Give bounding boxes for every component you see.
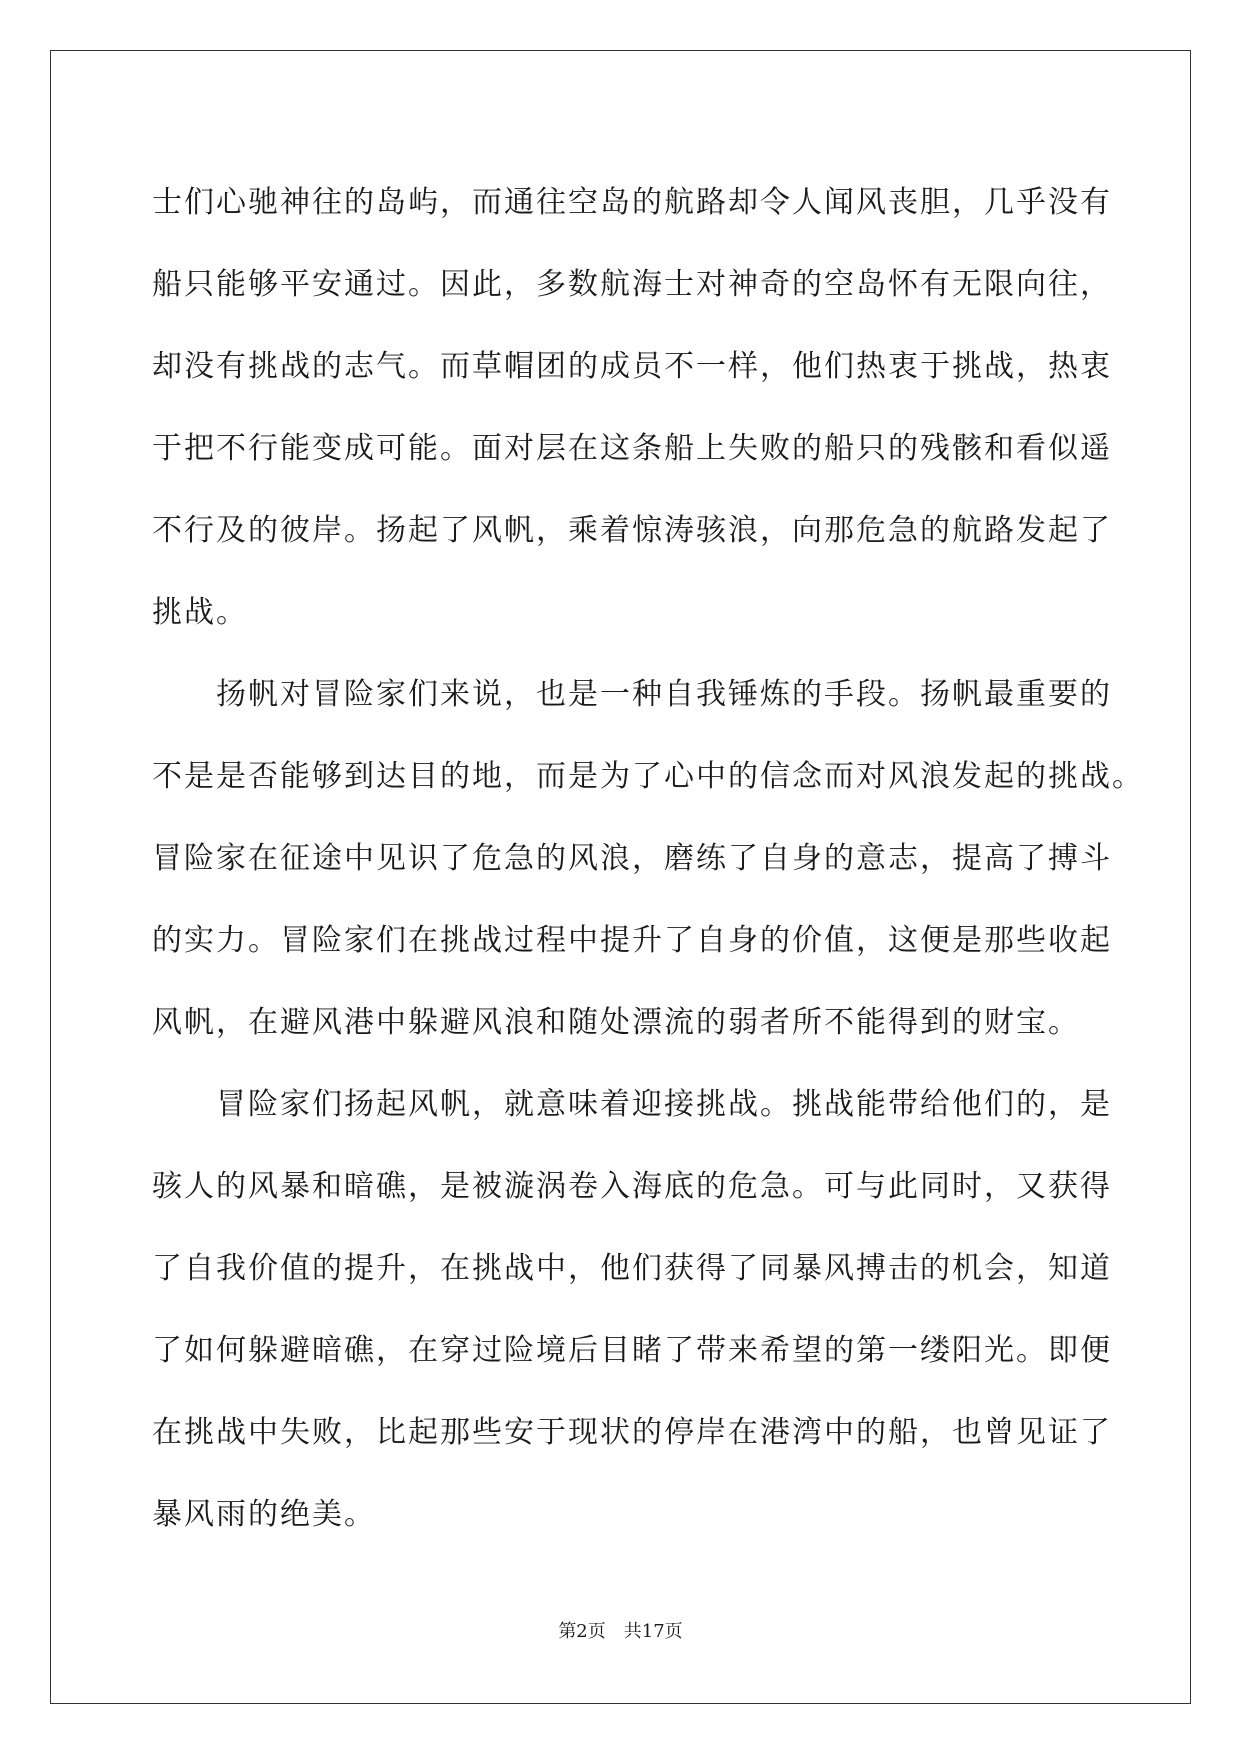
text-line: 挑战。 bbox=[152, 595, 248, 630]
text-line: 冒险家们扬起风帆，就意味着迎接挑战。挑战能带给他们的，是 bbox=[152, 1087, 1112, 1122]
text-line: 却没有挑战的志气。而草帽团的成员不一样，他们热衷于挑战，热衷 bbox=[152, 349, 1112, 384]
paragraph-2 bbox=[152, 654, 1144, 1064]
text-line: 士们心驰神往的岛屿，而通往空岛的航路却令人闻风丧胆，几乎没有 bbox=[152, 185, 1112, 220]
text-line: 了自我价值的提升，在挑战中，他们获得了同暴风搏击的机会，知道 bbox=[152, 1251, 1112, 1286]
document-body bbox=[152, 162, 1144, 1556]
text-line: 的实力。冒险家们在挑战过程中提升了自身的价值，这便是那些收起 bbox=[152, 923, 1112, 958]
text-line: 在挑战中失败，比起那些安于现状的停岸在港湾中的船，也曾见证了 bbox=[152, 1415, 1112, 1450]
text-line: 不行及的彼岸。扬起了风帆，乘着惊涛骇浪，向那危急的航路发起了 bbox=[152, 513, 1112, 548]
page-footer: 第2页 共17页 bbox=[558, 1621, 683, 1642]
text-line: 于把不行能变成可能。面对层在这条船上失败的船只的残骸和看似遥 bbox=[152, 431, 1112, 466]
text-line: 船只能够平安通过。因此，多数航海士对神奇的空岛怀有无限向往， bbox=[152, 267, 1112, 302]
text-line: 不是是否能够到达目的地，而是为了心中的信念而对风浪发起的挑战。 bbox=[152, 759, 1144, 794]
paragraph-1 bbox=[152, 162, 1112, 654]
text-line: 骇人的风暴和暗礁，是被漩涡卷入海底的危急。可与此同时，又获得 bbox=[152, 1169, 1112, 1204]
text-line: 暴风雨的绝美。 bbox=[152, 1497, 376, 1532]
text-line: 了如何躲避暗礁，在穿过险境后目睹了带来希望的第一缕阳光。即便 bbox=[152, 1333, 1112, 1368]
text-line: 风帆，在避风港中躲避风浪和随处漂流的弱者所不能得到的财宝。 bbox=[152, 1005, 1080, 1040]
paragraph-3 bbox=[152, 1064, 1112, 1556]
text-line: 扬帆对冒险家们来说，也是一种自我锤炼的手段。扬帆最重要的 bbox=[152, 677, 1112, 712]
text-line: 冒险家在征途中见识了危急的风浪，磨练了自身的意志，提高了搏斗 bbox=[152, 841, 1112, 876]
